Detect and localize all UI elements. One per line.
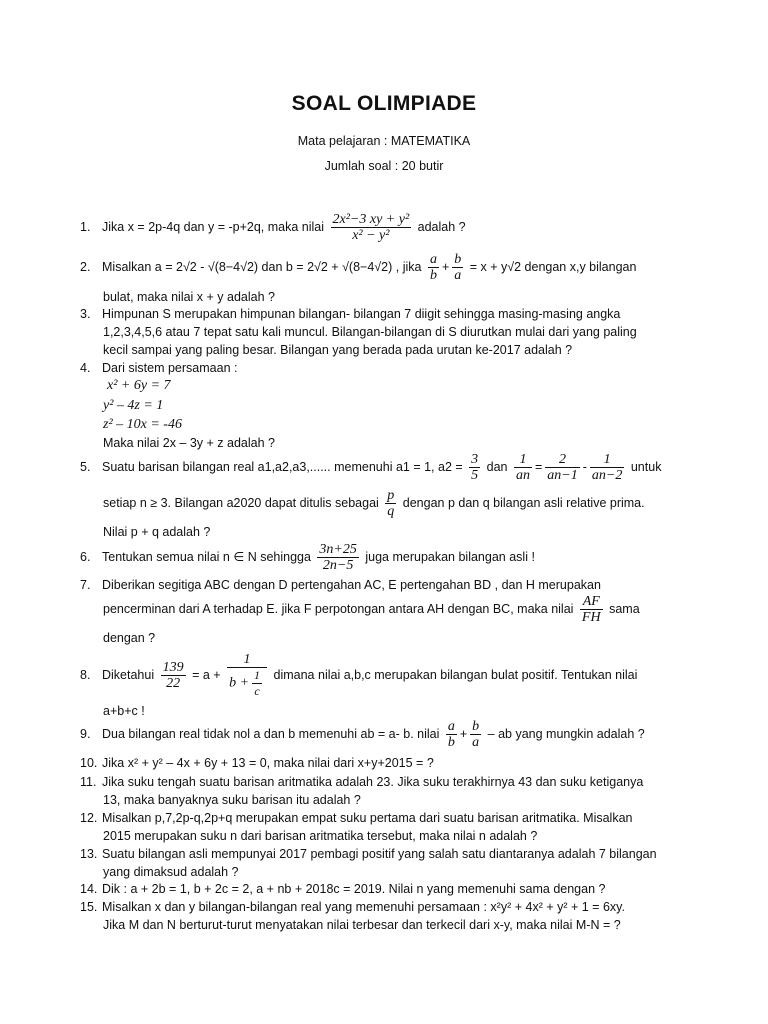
question-12-line-2: 2015 merupakan suku n dari barisan aritmatika tersebut, maka nilai n adalah ? bbox=[103, 829, 538, 843]
document-title: SOAL OLIMPIADE bbox=[291, 92, 477, 115]
q4-equation-1: x² + 6y = 7 bbox=[107, 378, 171, 393]
question-3: 3. Himpunan S merupakan himpunan bilangan- bilangan 7 diigit sehingga masing-masing angka bbox=[80, 307, 621, 321]
question-5: 5. Suatu barisan bilangan real a1,a2,a3,...... memenuhi a1 = 1, a2 = $\frac{3}{5}$ dan $\frac{1}{an}$ = $\frac{2}{an-1}$ - $\frac{1}{an-2}$ untuk bbox=[80, 452, 662, 483]
question-7: 7. Diberikan segitiga ABC dengan D pertengahan AC, E pertengahan BD , dan H merupakan bbox=[80, 578, 601, 592]
question-8: 8. Diketahui $\frac{139}{22}$ = a + 1 b + $\frac{1}{c}$ dimana nilai a,b,c merupakan bilangan bulat positif. Tentukan nilai bbox=[80, 652, 638, 698]
subject-line: Mata pelajaran : MATEMATIKA bbox=[297, 134, 471, 148]
question-10: 10. Jika x² + y² – 4x + 6y + 13 = 0, maka nilai dari x+y+2015 = ? bbox=[80, 756, 434, 770]
q4-equation-3: z² – 10x = -46 bbox=[103, 417, 182, 432]
question-count: Jumlah soal : 20 butir bbox=[324, 159, 444, 173]
question-7-line-3: dengan ? bbox=[103, 631, 156, 645]
question-13-line-2: yang dimaksud adalah ? bbox=[103, 865, 239, 879]
q1-fraction: $\frac{\text{2x²−3 xy + y²}}{\text{x² − y²}}$ bbox=[332, 212, 410, 243]
question-3-line-3: kecil sampai yang paling besar. Bilangan yang berada pada urutan ke-2017 adalah ? bbox=[103, 343, 573, 357]
question-4-line-2: Maka nilai 2x – 3y + z adalah ? bbox=[103, 436, 275, 450]
question-2-line-2: bulat, maka nilai x + y adalah ? bbox=[103, 290, 275, 304]
question-3-line-2: 1,2,3,4,5,6 atau 7 tepat satu kali muncul. Bilangan-bilangan di S diurutkan mulai dari yang paling bbox=[103, 325, 637, 339]
question-8-line-2: a+b+c ! bbox=[103, 704, 145, 718]
question-12: 12. Misalkan p,7,2p-q,2p+q merupakan empat suku pertama dari suatu barisan aritmatika. Misalkan bbox=[80, 811, 633, 825]
question-11-line-2: 13, maka banyaknya suku barisan itu adalah ? bbox=[103, 793, 361, 807]
question-7-line-2: pencerminan dari A terhadap E. jika F perpotongan antara AH dengan BC, maka nilai $\frac{AF}{FH}$ sama bbox=[103, 594, 640, 625]
question-14: 14. Dik : a + 2b = 1, b + 2c = 2, a + nb + 2018c = 2019. Nilai n yang memenuhi sama dengan ? bbox=[80, 882, 606, 896]
question-5-line-2: setiap n ≥ 3. Bilangan a2020 dapat ditulis sebagai $\frac{p}{q}$ dengan p dan q bilangan asli relative prima. bbox=[103, 488, 645, 519]
question-6: 6. Tentukan semua nilai n ∈ N sehingga $\frac{3n+25}{2n-5}$ juga merupakan bilangan asli ! bbox=[80, 542, 535, 573]
question-5-line-3: Nilai p + q adalah ? bbox=[103, 525, 211, 539]
question-2: 2. Misalkan a = 2√2 - √(8−4√2) dan b = 2√2 + √(8−4√2) , jika $\frac{a}{b}$ + $\frac{b}{a}$ = x + y√2 dengan x,y bilangan bbox=[80, 252, 637, 283]
question-15-line-2: Jika M dan N berturut-turut menyatakan nilai terbesar dan terkecil dari x-y, maka nilai M-N = ? bbox=[103, 918, 621, 932]
question-9: 9. Dua bilangan real tidak nol a dan b memenuhi ab = a- b. nilai $\frac{a}{b}$ + $\frac{b}{a}$ – ab yang mungkin adalah ? bbox=[80, 719, 645, 750]
question-1: 1. Jika x = 2p-4q dan y = -p+2q, maka nilai $\frac{\text{2x²−3 xy + y²}}{\text{x² − y²}}$ adalah ? bbox=[80, 212, 466, 243]
question-11: 11. Jika suku tengah suatu barisan aritmatika adalah 23. Jika suku terakhirnya 43 dan suku ketiganya bbox=[80, 775, 644, 789]
question-13: 13. Suatu bilangan asli mempunyai 2017 pembagi positif yang salah satu diantaranya adalah 7 bilangan bbox=[80, 847, 657, 861]
q8-continued-fraction: 1 b + $\frac{1}{c}$ bbox=[227, 652, 267, 699]
q4-equation-2: y² – 4z = 1 bbox=[103, 398, 164, 413]
question-4: 4. Dari sistem persamaan : bbox=[80, 361, 238, 375]
question-15: 15. Misalkan x dan y bilangan-bilangan real yang memenuhi persamaan : x²y² + 4x² + y² + 1 = 6xy. bbox=[80, 900, 625, 914]
